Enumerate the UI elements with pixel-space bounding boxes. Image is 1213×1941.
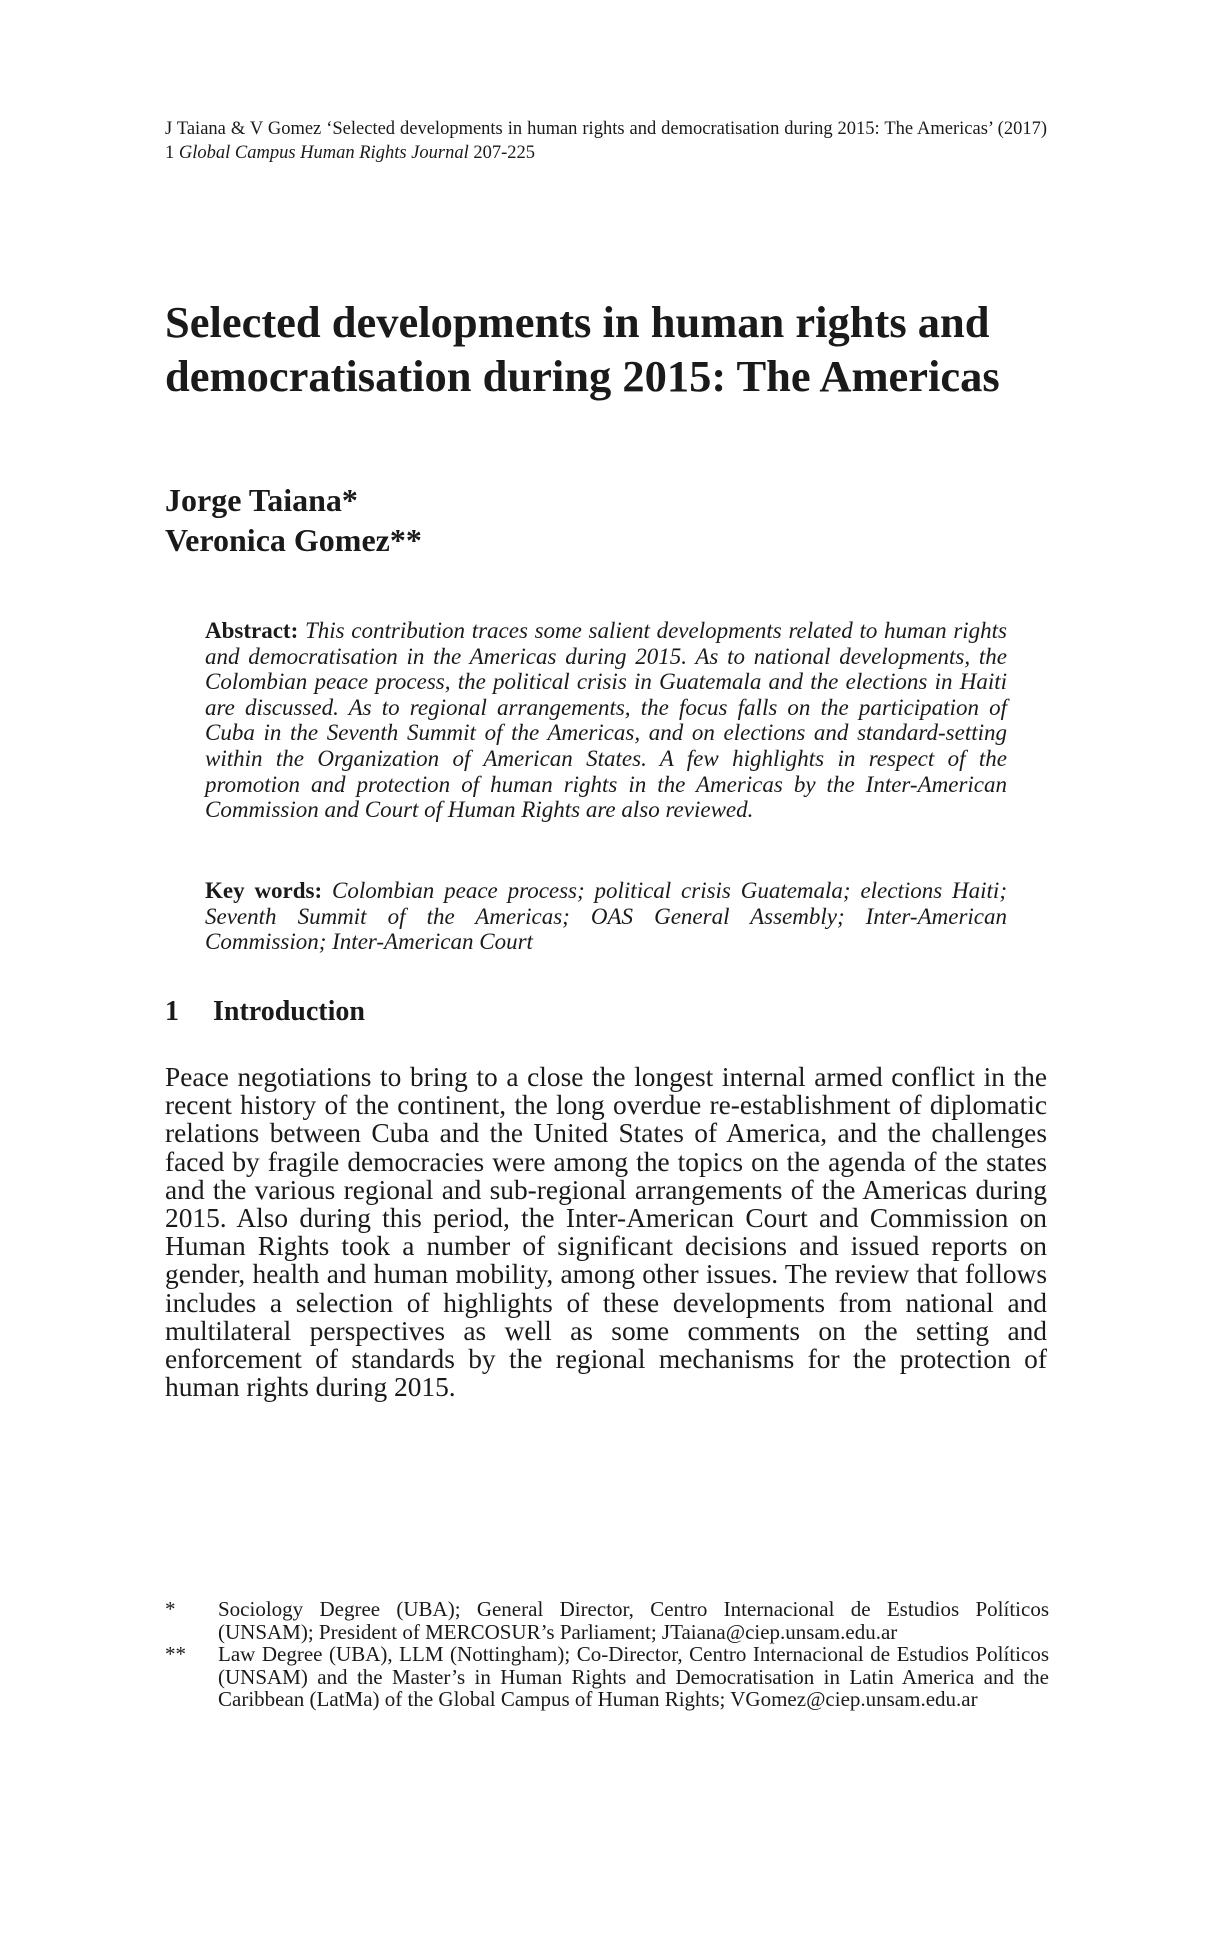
section-number: 1 xyxy=(165,996,179,1027)
abstract-label: Abstract: xyxy=(205,618,299,643)
section-heading xyxy=(165,995,365,1029)
keywords-label: Key words: xyxy=(205,878,323,903)
footnote xyxy=(165,1598,1049,1643)
footnotes xyxy=(165,1598,1049,1711)
intro-paragraph: Peace negotiations to bring to a close the longest internal armed conflict in the recent history of the continent, the long overdue re-establishment of diplomatic relations between Cuba and the United States of America, and the challenges faced by fragile democracies were among the topics on the agenda of the states and the various regional and sub-regional arrangements of the Americas during 2015. Also during this period, the Inter-American Court and Commission on Human Rights took a number of significant decisions and issued reports on gender, health and human mobility, among other issues. The review that follows includes a selection of highlights of these developments from national and multilateral perspectives as well as some comments on the setting and enforcement of standards by the regional mechanisms for the protection of human rights during 2015. xyxy=(165,1062,1047,1403)
keywords xyxy=(205,878,1007,955)
abstract-text: This contribution traces some salient developments related to human rights and democratisation in the Americas during 2015. As to national developments, the Colombian peace process, the political crisis in Guatemala and the elections in Haiti are discussed. As to regional arrangements, the focus falls on the participation of Cuba in the Seventh Summit of the Americas, and on elections and standard-setting within the Organization of American States. A few highlights in respect of the promotion and protection of human rights in the Americas by the Inter-American Commission and Court of Human Rights are also reviewed. xyxy=(205,618,1008,823)
article-title: Selected developments in human rights and democratisation during 2015: The Americas xyxy=(165,297,1000,401)
citation-header xyxy=(165,117,1047,165)
keywords-text: Colombian peace process; political crisis Guatemala; elections Haiti; Seventh Summit of the Americas; OAS General Assembly; Inter-American Commission; Inter-American Court xyxy=(205,878,1007,955)
citation-prefix: J Taiana & V Gomez ‘Selected developments in human rights and democratisation during 2015: The Americas’ (2017) 1 xyxy=(165,119,1047,163)
footnote xyxy=(165,1643,1049,1711)
section-title: Introduction xyxy=(213,996,365,1027)
author-name: Jorge Taiana* xyxy=(165,482,358,518)
footnote-text: Sociology Degree (UBA); General Director, Centro Internacional de Estudios Políticos (UNSAM); President of MERCOSUR’s Parliament; JTaiana@ciep.unsam.edu.ar xyxy=(218,1597,1049,1644)
footnote-mark: * xyxy=(165,1597,176,1621)
author-list xyxy=(165,480,422,560)
footnote-mark: ** xyxy=(165,1642,186,1666)
footnote-text: Law Degree (UBA), LLM (Nottingham); Co-Director, Centro Internacional de Estudios Políticos (UNSAM) and the Master’s in Human Rights and Democratisation in Latin America and the Caribbean (LatMa) of the Global Campus of Human Rights; VGomez@ciep.unsam.edu.ar xyxy=(218,1642,1049,1711)
journal-name: Global Campus Human Rights Journal xyxy=(178,143,469,163)
abstract xyxy=(205,618,1007,823)
citation-pages: 207-225 xyxy=(473,143,536,163)
author-name: Veronica Gomez** xyxy=(165,522,422,558)
